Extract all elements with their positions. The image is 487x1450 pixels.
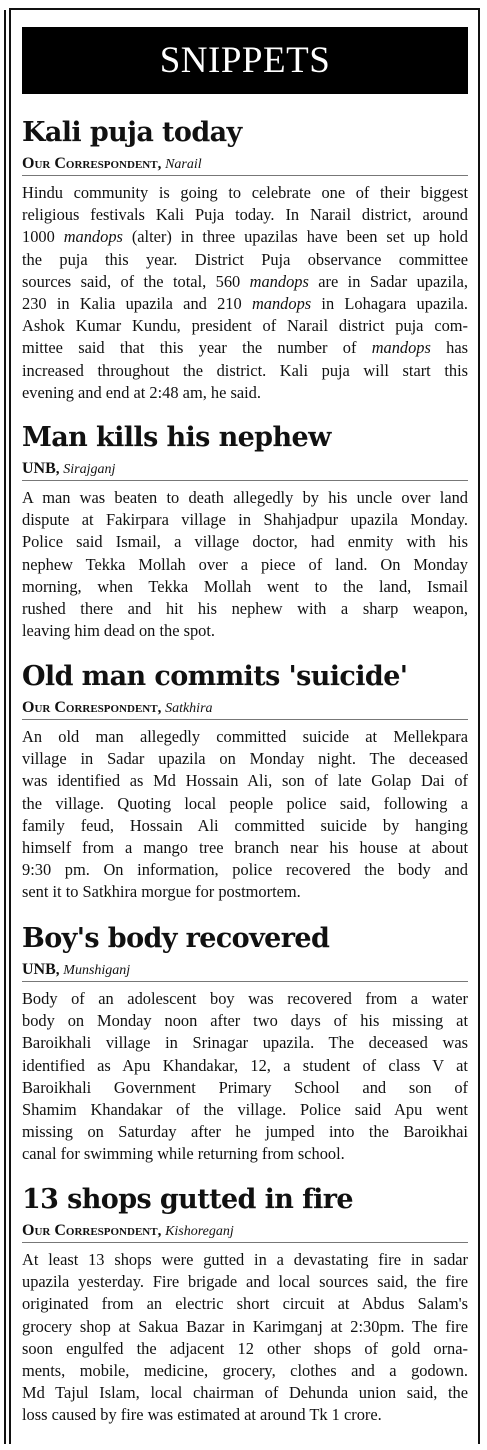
body-line: Hindu community is going to celebrate one of their biggest <box>22 183 468 202</box>
body-line: loss caused by fire was estimated at around Tk 1 crore. <box>22 1405 382 1425</box>
body-line: Baroikhali Government Primary School and son of <box>22 1077 468 1097</box>
body-line: the puja this year. District Puja observance committee <box>22 249 468 269</box>
body-line: himself from a mango tree branch near his house at about <box>22 837 468 857</box>
article-byline: UNB, Sirajganj <box>22 458 468 481</box>
body-line: Baroikhali village in Srinagar upazila. The deceased was <box>22 1033 468 1053</box>
body-line: evening and end at 2:48 am, he said. <box>22 382 261 402</box>
body-line: 9:30 pm. On information, police recovered the body and <box>22 860 468 880</box>
article-body <box>22 726 468 904</box>
byline-place: Munshiganj <box>63 963 131 978</box>
body-line: morning, when Tekka Mollah went to the land, Ismail <box>22 576 468 596</box>
emphasis-term: mandops <box>63 227 123 247</box>
body-line: the village. Quoting local people police said, following a <box>22 793 468 813</box>
body-line: rushed there and hit his nephew with a sharp weapon, <box>22 598 468 618</box>
article-body <box>22 487 468 642</box>
body-line: sources said, of the total, 560 mandops are in Sadar upazila, <box>22 271 468 291</box>
article-headline: Boy's body recovered <box>22 923 330 954</box>
body-line: increased throughout the district. Kali puja will start this <box>22 360 468 380</box>
emphasis-term: mandops <box>249 271 309 291</box>
article-byline: Our Correspondent, Narail <box>22 153 468 176</box>
article-headline: Man kills his nephew <box>22 422 331 453</box>
body-line: upazila yesterday. Fire brigade and local sources said, the fire <box>22 1272 468 1292</box>
byline-place: Satkhira <box>165 701 213 716</box>
byline-source: Our Correspondent <box>22 1222 158 1239</box>
body-line: body on Monday noon after two days of his missing at <box>22 1011 468 1031</box>
body-line: soon engulfed the adjacent 12 other shops of gold orna- <box>22 1338 468 1358</box>
body-line: At least 13 shops were gutted in a devastating fire in sadar <box>22 1250 468 1269</box>
body-line: was identified as Md Hossain Ali, son of late Golap Dai of <box>22 771 468 791</box>
body-line: grocery shop at Sakua Bazar in Karimganj at 2:30pm. The fire <box>22 1316 468 1336</box>
body-line: ments, mobile, medicine, grocery, clothes and a godown. <box>22 1360 468 1380</box>
body-line: A man was beaten to death allegedly by his uncle over land <box>22 488 468 507</box>
article-byline: Our Correspondent, Kishoreganj <box>22 1220 468 1243</box>
byline-place: Sirajganj <box>63 462 116 477</box>
body-line: leaving him dead on the spot. <box>22 621 216 641</box>
article-headline: Kali puja today <box>22 117 242 148</box>
body-line: religious festivals Kali Puja today. In Narail district, around <box>22 205 468 225</box>
article-boys-body-recovered <box>22 923 468 1166</box>
body-line: An old man allegedly committed suicide at Mellekpara <box>22 727 468 746</box>
emphasis-term: mandops <box>251 293 312 313</box>
article-kali-puja <box>22 117 468 404</box>
body-line: Shamim Khandakar of the village. Police said Apu went <box>22 1099 468 1119</box>
byline-source: Our Correspondent <box>22 155 158 172</box>
body-line: Police said Ismail, a village doctor, had enmity with his <box>22 532 468 552</box>
byline-place: Kishoreganj <box>165 1224 234 1239</box>
article-man-kills-nephew <box>22 422 468 642</box>
body-line: Md Tajul Islam, local chairman of Dehunda union said, the <box>22 1383 468 1403</box>
byline-source: Our Correspondent <box>22 699 158 716</box>
body-line: identified as Apu Khandakar, 12, a student of class V at <box>22 1055 468 1075</box>
article-byline: UNB, Munshiganj <box>22 959 468 982</box>
body-line: village in Sadar upazila on Monday night. The deceased <box>22 749 468 769</box>
article-body <box>22 1249 468 1427</box>
byline-place: Narail <box>165 157 202 172</box>
article-headline: 13 shops gutted in fire <box>22 1184 353 1215</box>
article-old-man-suicide <box>22 661 468 904</box>
article-body <box>22 988 468 1166</box>
body-line: mittee said that this year the number of mandops has <box>22 338 469 358</box>
article-headline: Old man commits 'suicide' <box>22 661 408 692</box>
section-banner: SNIPPETS <box>22 27 468 94</box>
body-line: dispute at Fakirpara village in Shahjadpur upazila Monday. <box>22 510 468 530</box>
article-body <box>22 182 468 404</box>
byline-source: UNB <box>22 460 56 477</box>
body-line: originated from an electric short circuit at Abdus Salam's <box>22 1294 468 1314</box>
body-line: 230 in Kalia upazila and 210 mandops in Lohagara upazila. <box>22 293 468 313</box>
article-byline: Our Correspondent, Satkhira <box>22 697 468 720</box>
article-shops-gutted <box>22 1184 468 1427</box>
body-line: Body of an adolescent boy was recovered from a water <box>22 989 468 1008</box>
body-line: Ashok Kumar Kundu, president of Narail district puja com- <box>22 316 468 336</box>
body-line: canal for swimming while returning from school. <box>22 1144 345 1164</box>
byline-source: UNB <box>22 961 56 978</box>
body-line: 1000 mandops (alter) in three upazilas have been set up hold <box>22 227 468 247</box>
body-line: missing on Saturday after he jumped into the Baroikhai <box>22 1122 468 1142</box>
body-line: nephew Tekka Mollah over a piece of land. On Monday <box>22 554 468 574</box>
body-line: sent it to Satkhira morgue for postmortem. <box>22 882 301 902</box>
body-line: family feud, Hossain Ali committed suicide by hanging <box>22 815 468 835</box>
emphasis-term: mandops <box>371 338 431 358</box>
